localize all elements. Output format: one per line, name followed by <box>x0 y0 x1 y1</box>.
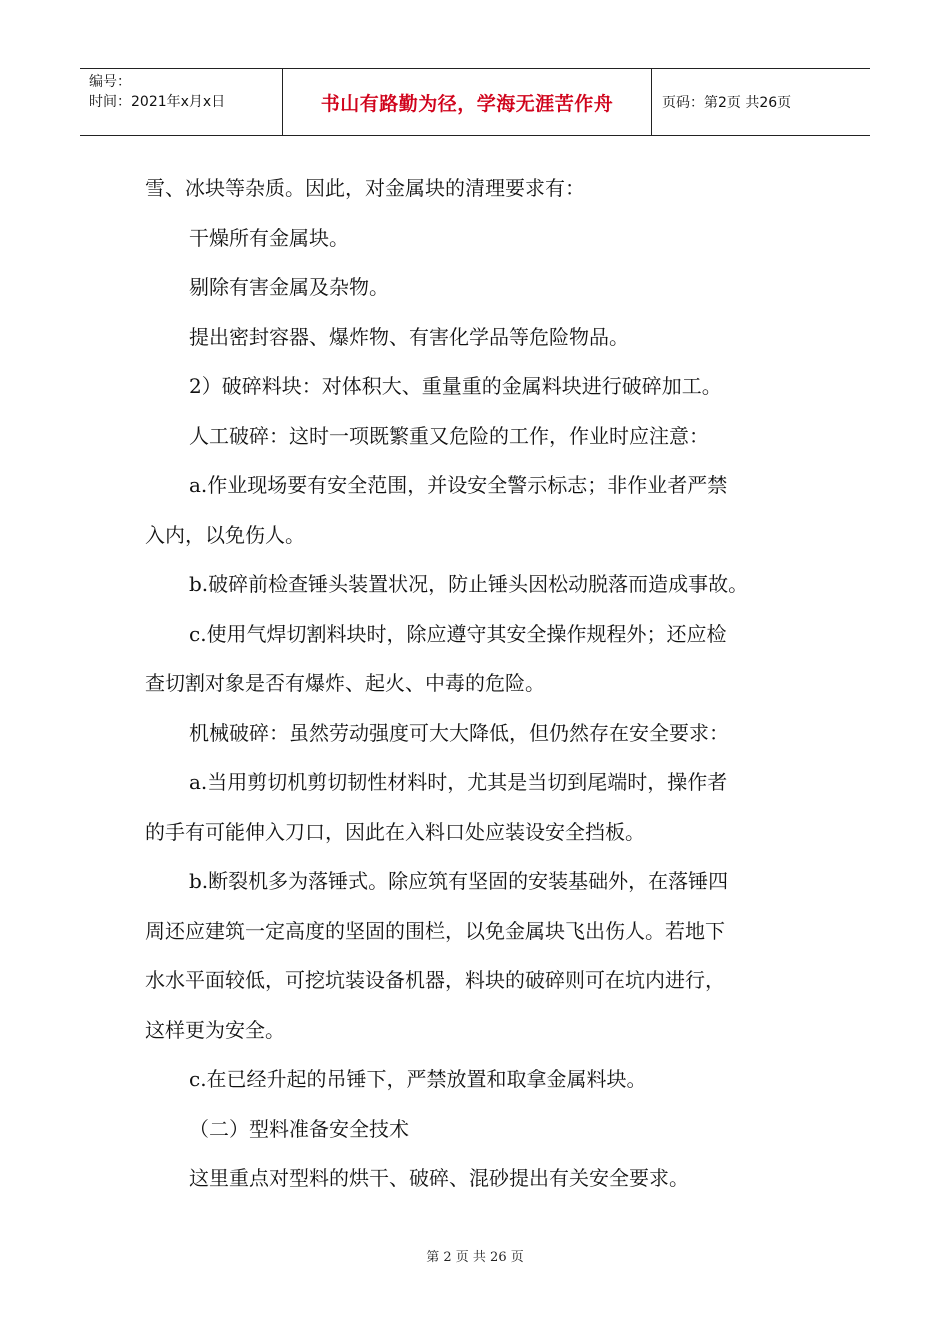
body-line: 雪、冰块等杂质。因此，对金属块的清理要求有： <box>145 176 585 200</box>
document-body <box>145 164 811 1204</box>
header-motto: 书山有路勤为径，学海无涯苦作舟 <box>283 69 652 135</box>
document-date-label: 时间：2021年x月x日 <box>89 94 226 110</box>
body-line: a.作业现场要有安全范围，并设安全警示标志；非作业者严禁 <box>189 473 728 497</box>
body-line: 2）破碎料块：对体积大、重量重的金属料块进行破碎加工。 <box>189 374 722 398</box>
body-line: 剔除有害金属及杂物。 <box>189 275 389 299</box>
document-number-label: 编号： <box>89 74 131 90</box>
page-footer: 第 2 页 共 26 页 <box>426 1250 524 1265</box>
header-page-info: 页码：第2页 共26页 <box>662 95 792 111</box>
body-line: b.破碎前检查锤头装置状况，防止锤头因松动脱落而造成事故。 <box>189 572 749 596</box>
body-line: 这里重点对型料的烘干、破碎、混砂提出有关安全要求。 <box>189 1166 689 1190</box>
section-heading: （二）型料准备安全技术 <box>189 1116 409 1141</box>
body-line: 人工破碎：这时一项既繁重又危险的工作，作业时应注意： <box>189 423 709 448</box>
body-line: 入内，以免伤人。 <box>145 522 305 547</box>
body-line: c.在已经升起的吊锤下，严禁放置和取拿金属料块。 <box>189 1067 647 1091</box>
body-line: 周还应建筑一定高度的坚固的围栏，以免金属块飞出伤人。若地下 <box>145 918 725 943</box>
body-line: 干燥所有金属块。 <box>189 225 349 250</box>
body-line: b.断裂机多为落锤式。除应筑有坚固的安装基础外，在落锤四 <box>189 869 729 893</box>
page-header <box>80 68 870 136</box>
body-line: 查切割对象是否有爆炸、起火、中毒的危险。 <box>145 671 545 695</box>
body-line: 提出密封容器、爆炸物、有害化学品等危险物品。 <box>189 324 629 349</box>
body-line: c.使用气焊切割料块时，除应遵守其安全操作规程外；还应检 <box>189 621 727 646</box>
body-line: 机械破碎：虽然劳动强度可大大降低，但仍然存在安全要求： <box>189 720 729 745</box>
body-line: 水水平面较低，可挖坑装设备机器，料块的破碎则可在坑内进行， <box>145 968 725 992</box>
body-line: a.当用剪切机剪切韧性材料时，尤其是当切到尾端时，操作者 <box>189 770 728 794</box>
body-line: 的手有可能伸入刀口，因此在入料口处应装设安全挡板。 <box>145 819 645 844</box>
header-meta <box>80 69 283 135</box>
body-line: 这样更为安全。 <box>145 1017 285 1042</box>
